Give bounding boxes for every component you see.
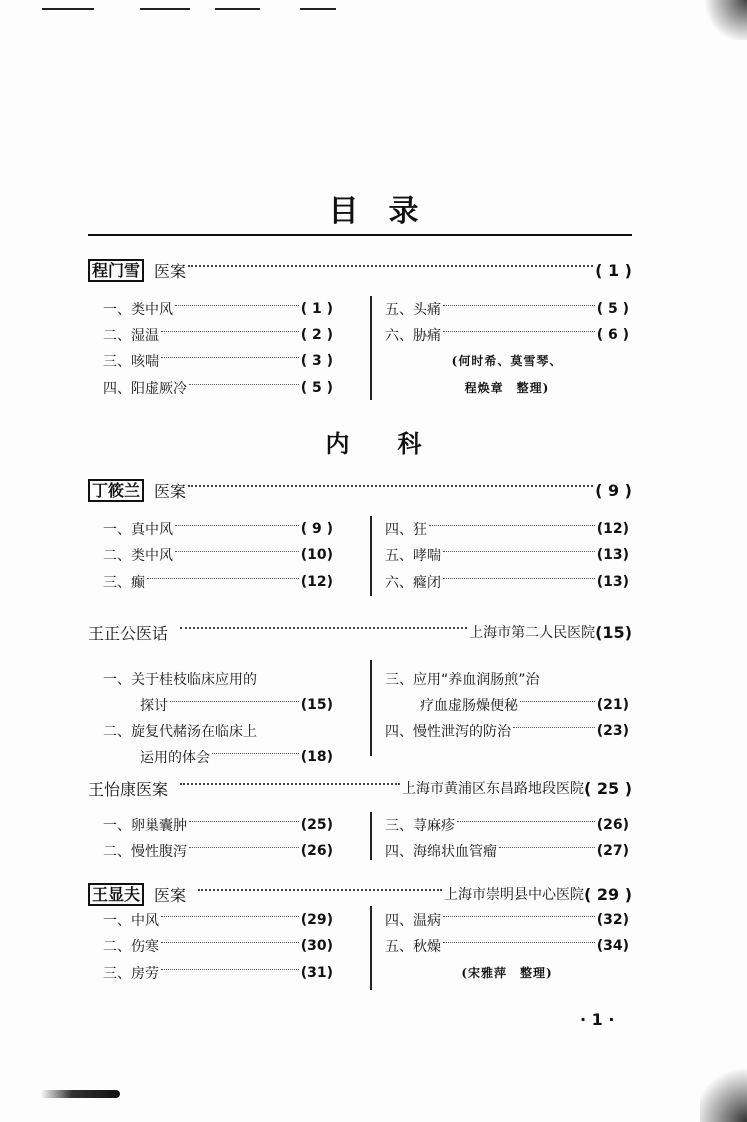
- entry-label: 五、哮喘: [385, 548, 441, 564]
- author-name: 丁筱兰: [88, 479, 144, 502]
- toc-entry-line1[interactable]: [103, 720, 333, 742]
- page-ref: (32): [596, 912, 629, 928]
- page-ref: (23): [596, 723, 629, 739]
- entry-label: 疗血虚肠燥便秘: [420, 698, 518, 714]
- entry-label: 探讨: [140, 698, 168, 714]
- entry-label: 五、头痛: [385, 302, 441, 318]
- toc-entry-line1[interactable]: [385, 668, 629, 690]
- entry-label: 四、慢性泄泻的防治: [385, 724, 511, 740]
- page-ref: ( 9 ): [300, 521, 333, 537]
- page-ref: (18): [300, 749, 333, 765]
- entry-label: 二、慢性腹泻: [103, 844, 187, 860]
- toc-entry[interactable]: [385, 720, 629, 742]
- dot-leader: [189, 821, 299, 822]
- section-header[interactable]: [88, 882, 632, 906]
- page-number: · 1 ·: [580, 1010, 615, 1029]
- decorative-line: [300, 8, 336, 10]
- page-ref: (26): [300, 843, 333, 859]
- toc-entry[interactable]: [103, 350, 333, 372]
- dot-leader: [170, 701, 299, 702]
- scan-smudge: [700, 0, 747, 40]
- page-ref: (13): [596, 547, 629, 563]
- toc-entry[interactable]: [103, 377, 333, 399]
- entry-label: 四、阳虚厥冷: [103, 381, 187, 397]
- decorative-line: [215, 8, 260, 10]
- toc-entry[interactable]: [385, 814, 629, 836]
- page-ref: (13): [596, 574, 629, 590]
- toc-entry-line1[interactable]: [103, 668, 333, 690]
- editors-note: 程焕章 整理): [464, 381, 550, 395]
- dot-leader: [161, 942, 299, 943]
- dot-leader: [175, 551, 299, 552]
- dot-leader: [513, 727, 595, 728]
- entry-label: 一、真中风: [103, 522, 173, 538]
- page-ref: (10): [300, 547, 333, 563]
- toc-entry[interactable]: [385, 571, 629, 593]
- toc-entry[interactable]: [385, 935, 629, 957]
- column-divider: [370, 906, 372, 990]
- column-divider: [370, 660, 372, 756]
- entry-label: 六、胁痛: [385, 328, 441, 344]
- toc-entry[interactable]: [385, 544, 629, 566]
- dot-leader: [161, 969, 299, 970]
- toc-entry[interactable]: [385, 909, 629, 931]
- dot-leader: [180, 783, 400, 785]
- page-ref: ( 2 ): [300, 327, 333, 343]
- entry-label: 一、类中风: [103, 302, 173, 318]
- page-ref: (34): [596, 938, 629, 954]
- toc-entry[interactable]: [385, 840, 629, 862]
- page-ref: (21): [596, 697, 629, 713]
- author-name: 王显夫: [88, 883, 144, 906]
- entry-label: 二、类中风: [103, 548, 173, 564]
- dot-leader: [189, 847, 299, 848]
- entry-label: 一、中风: [103, 913, 159, 929]
- entry-label: 一、卵巢囊肿: [103, 818, 187, 834]
- page-ref: (15): [595, 622, 632, 642]
- entry-label: 四、海绵状血管瘤: [385, 844, 497, 860]
- page-ref: (25): [300, 817, 333, 833]
- decorative-line: [42, 8, 94, 10]
- hospital-name: 上海市第二人民医院: [469, 625, 596, 641]
- dot-leader: [212, 753, 299, 754]
- page-ref: ( 1 ): [595, 260, 632, 280]
- page-ref: ( 6 ): [596, 327, 629, 343]
- page-ref: ( 5 ): [300, 380, 333, 396]
- decorative-line: [140, 8, 190, 10]
- page-ref: (26): [596, 817, 629, 833]
- dot-leader: [175, 525, 299, 526]
- toc-entry[interactable]: [103, 962, 333, 984]
- toc-entry[interactable]: [103, 814, 333, 836]
- page-ref: (15): [300, 697, 333, 713]
- toc-entry[interactable]: [103, 298, 333, 320]
- toc-entry[interactable]: [140, 746, 333, 768]
- toc-entry[interactable]: [385, 518, 629, 540]
- toc-entry[interactable]: [385, 298, 629, 320]
- section-label: 医案: [154, 261, 187, 281]
- section-header[interactable]: [88, 478, 632, 502]
- toc-entry[interactable]: [420, 694, 629, 716]
- entry-label: 运用的体会: [140, 750, 210, 766]
- dot-leader: [443, 942, 595, 943]
- toc-entry[interactable]: [385, 324, 629, 346]
- dot-leader: [189, 384, 299, 385]
- entry-label: 三、荨麻疹: [385, 818, 455, 834]
- page-ref: ( 9 ): [595, 480, 632, 500]
- entry-label: 二、湿温: [103, 328, 159, 344]
- column-divider: [370, 516, 372, 596]
- section-label: 医案: [154, 885, 187, 905]
- dot-leader: [188, 265, 593, 267]
- author-name: 程门雪: [88, 259, 144, 282]
- column-divider: [370, 812, 372, 860]
- dot-leader: [161, 916, 299, 917]
- editors-note: (何时希、莫雪琴、: [451, 354, 563, 368]
- entry-label: 三、癫: [103, 575, 145, 591]
- dot-leader: [443, 331, 595, 332]
- section-heading: 内 科: [325, 429, 422, 458]
- entry-label: 三、咳喘: [103, 354, 159, 370]
- dot-leader: [188, 485, 593, 487]
- editors-note: (宋雅萍 整理): [461, 966, 553, 980]
- hospital-name: 上海市黄浦区东昌路地段医院: [401, 781, 584, 797]
- entry-label: 二、旋复代赭汤在临床上: [103, 724, 257, 740]
- scan-smudge: [40, 1090, 120, 1098]
- column-divider: [370, 296, 372, 400]
- title-rule: [88, 234, 632, 236]
- toc-entry[interactable]: [103, 571, 333, 593]
- author-name: 王怡康医案: [88, 779, 169, 799]
- toc-entry[interactable]: [140, 694, 333, 716]
- entry-label: 四、温病: [385, 913, 441, 929]
- toc-entry[interactable]: [103, 324, 333, 346]
- dot-leader: [198, 889, 442, 891]
- dot-leader: [520, 701, 595, 702]
- dot-leader: [175, 305, 299, 306]
- page-ref: ( 25 ): [583, 778, 632, 798]
- toc-entry[interactable]: [103, 935, 333, 957]
- dot-leader: [443, 916, 595, 917]
- toc-entry[interactable]: [103, 909, 333, 931]
- section-header[interactable]: [88, 620, 632, 644]
- page-ref: (12): [300, 574, 333, 590]
- section-label: 医案: [154, 481, 187, 501]
- page-ref: ( 3 ): [300, 353, 333, 369]
- entry-label: 三、应用“养血润肠煎”治: [385, 672, 540, 688]
- dot-leader: [457, 821, 595, 822]
- dot-leader: [429, 525, 595, 526]
- entry-label: 一、关于桂枝临床应用的: [103, 672, 257, 688]
- page-ref: (30): [300, 938, 333, 954]
- dot-leader: [147, 578, 299, 579]
- page-title: 目 录: [328, 194, 419, 229]
- entry-label: 五、秋燥: [385, 939, 441, 955]
- dot-leader: [161, 357, 299, 358]
- toc-entry[interactable]: [103, 840, 333, 862]
- page-ref: (12): [596, 521, 629, 537]
- section-header[interactable]: [88, 258, 632, 282]
- dot-leader: [180, 627, 467, 629]
- scan-smudge: [700, 1060, 747, 1122]
- dot-leader: [161, 331, 299, 332]
- page-ref: ( 29 ): [583, 884, 632, 904]
- entry-label: 四、狂: [385, 522, 427, 538]
- page-ref: ( 1 ): [300, 301, 333, 317]
- toc-entry[interactable]: [103, 544, 333, 566]
- page-ref: (27): [596, 843, 629, 859]
- dot-leader: [499, 847, 595, 848]
- page-ref: ( 5 ): [596, 301, 629, 317]
- dot-leader: [443, 551, 595, 552]
- page-ref: (29): [300, 912, 333, 928]
- entry-label: 二、伤寒: [103, 939, 159, 955]
- entry-label: 六、癃闭: [385, 575, 441, 591]
- page-ref: (31): [300, 965, 333, 981]
- dot-leader: [443, 578, 595, 579]
- section-header[interactable]: [88, 776, 632, 800]
- toc-entry[interactable]: [103, 518, 333, 540]
- dot-leader: [443, 305, 595, 306]
- entry-label: 三、房劳: [103, 966, 159, 982]
- hospital-name: 上海市崇明县中心医院: [443, 887, 584, 903]
- author-name: 王正公医话: [88, 623, 169, 643]
